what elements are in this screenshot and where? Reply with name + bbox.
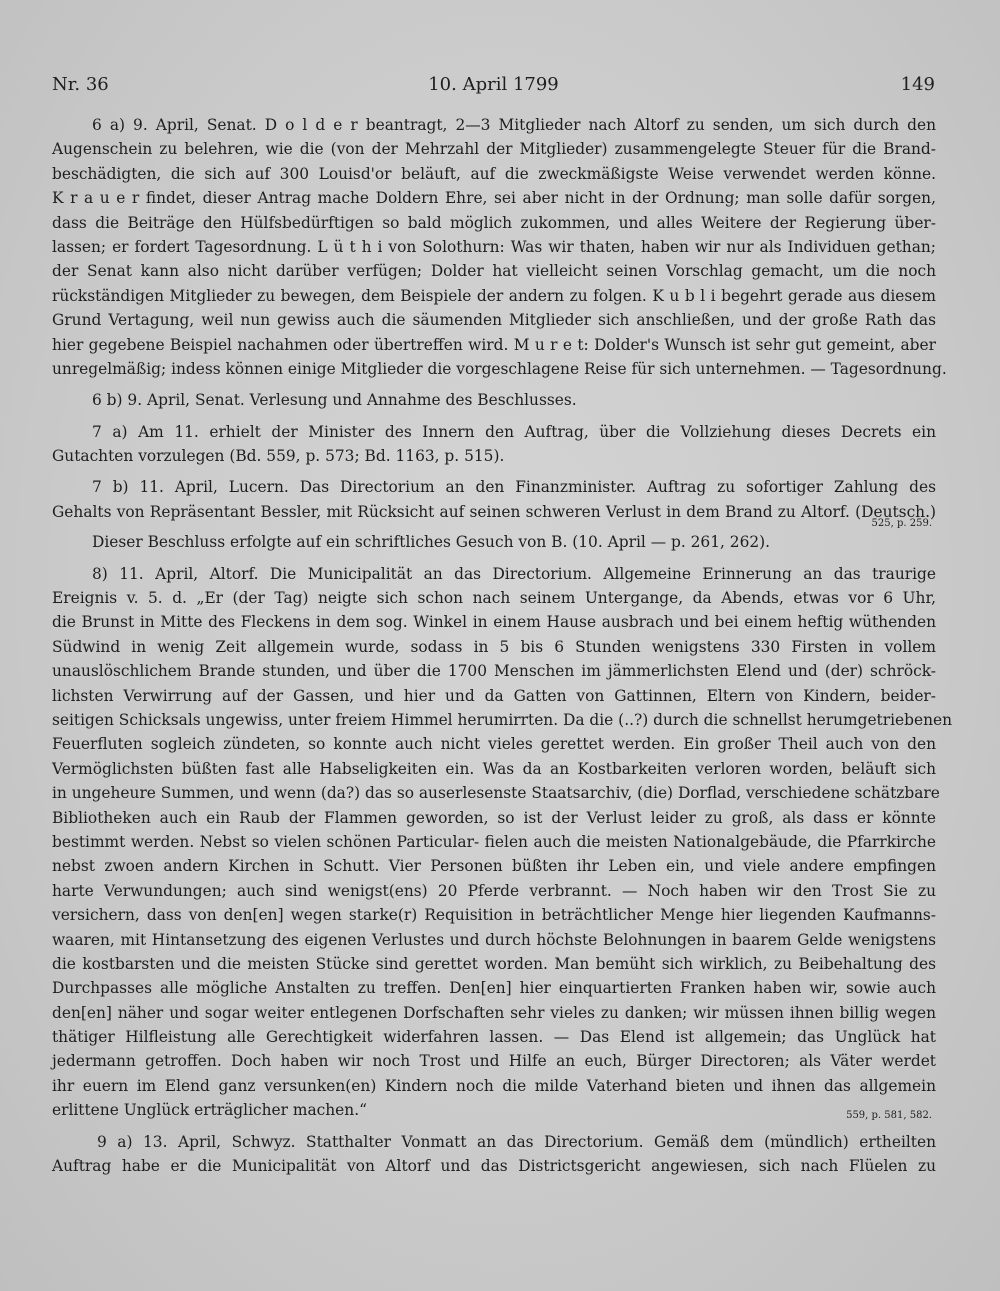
text-line: ihr euern im Elend ganz versunken(en) Kindern noch die milde Vaterhand bieten und ihnen das allgemein	[52, 1076, 936, 1095]
text-line: versichern, dass von den[en] wegen starke(r) Requisition in beträchtlicher Menge hier liegenden Kaufmanns-	[52, 906, 936, 925]
text-line-content: erlittene Unglück erträglicher machen.“	[52, 1101, 367, 1120]
page-header	[52, 74, 935, 98]
text-line: jedermann getroffen. Doch haben wir noch Trost und Hilfe an euch, Bürger Directoren; als Väter werdet	[52, 1052, 936, 1071]
text-line: Grund Vertagung, weil nun gewiss auch die säumenden Mitglieder sich anschließen, und der große Rath das	[52, 311, 936, 330]
text-line: Gehalts von Repräsentant Bessler, mit Rücksicht auf seinen schweren Verlust in dem Brand zu Altorf. (Deutsch.)	[52, 502, 936, 521]
text-line: unregelmäßig; indess können einige Mitglieder die vorgeschlagene Reise für sich unternehmen. — Tagesordnung.	[52, 359, 947, 378]
text-line: hier gegebene Beispiel nachahmen oder übertreffen wird. M u r e t: Dolder's Wunsch ist sehr gut gemeint, aber	[52, 335, 936, 354]
source-reference: 559, p. 581, 582.	[846, 1110, 932, 1122]
paragraph-gap	[52, 381, 936, 388]
text-line: harte Verwundungen; auch sind wenigst(ens) 20 Pferde verbrannt. — Noch haben wir den Trost Sie zu	[52, 881, 936, 900]
text-line: die kostbarsten und die meisten Stücke sind gerettet worden. Man bemüht sich wirklich, zu Beibehaltung des	[52, 954, 936, 973]
body-text	[52, 113, 953, 1178]
text-line: lassen; er fordert Tagesordnung. L ü t h i von Solothurn: Was wir thaten, haben wir nur als Individuen gethan;	[52, 237, 936, 256]
paragraph-gap	[52, 413, 936, 420]
text-line: der Senat kann also nicht darüber verfügen; Dolder hat vielleicht seinen Vorschlag gemacht, um die noch	[52, 262, 936, 281]
page-date: 10. April 1799	[428, 74, 559, 95]
text-line: rückständigen Mitglieder zu bewegen, dem Beispiele der andern zu folgen. K u b l i begehrt gerade aus diesem	[52, 286, 936, 305]
text-line: Vermöglichsten büßten fast alle Habseligkeiten ein. Was da an Kostbarkeiten verloren worden, beläuft sich	[52, 759, 936, 778]
text-line: in ungeheure Summen, und wenn (da?) das so auserlesenste Staatsarchiv, (die) Dorflad, verschiedene schätzbare	[52, 784, 940, 803]
text-line: thätiger Hilfleistung alle Gerechtigkeit widerfahren lassen. — Das Elend ist allgemein; das Unglück hat	[52, 1028, 936, 1047]
text-line: lichsten Verwirrung auf der Gassen, und hier und da Gatten von Gattinnen, Eltern von Kindern, beider-	[52, 686, 936, 705]
text-line: unauslöschlichem Brande stunden, und über die 1700 Menschen im jämmerlichsten Elend und (der) schröck-	[52, 662, 936, 681]
page-number: 149	[900, 74, 935, 95]
text-line: Dieser Beschluss erfolgte auf ein schriftliches Gesuch von B. (10. April — p. 261, 262).	[92, 533, 771, 552]
text-line: dass die Beiträge den Hülfsbedürftigen so bald möglich zukommen, und alles Weitere der Regierung über-	[52, 213, 936, 232]
source-reference: 525, p. 259.	[871, 518, 932, 530]
text-line: Auftrag habe er die Municipalität von Altorf und das Districtsgericht angewiesen, sich nach Flüelen zu	[52, 1157, 936, 1176]
text-line: 9 a) 13. April, Schwyz. Statthalter Vonmatt an das Directorium. Gemäß dem (mündlich) ertheilten	[97, 1132, 936, 1151]
text-line: 6 a) 9. April, Senat. D o l d e r beantragt, 2—3 Mitglieder nach Altorf zu senden, um sich durch den	[92, 116, 936, 134]
paragraph-gap	[52, 468, 936, 475]
text-line: Bibliotheken auch ein Raub der Flammen geworden, so ist der Verlust leider zu groß, als dass er könnte	[52, 808, 936, 827]
text-line: K r a u e r findet, dieser Antrag mache Doldern Ehre, sei aber nicht in der Ordnung; man solle dafür sorgen,	[52, 189, 936, 208]
text-line: 7 b) 11. April, Lucern. Das Directorium an den Finanzminister. Auftrag zu sofortiger Zahlung des	[92, 478, 936, 497]
text-line: den[en] näher und sogar weiter entlegenen Dorfschaften sehr vieles zu danken; wir müssen ihnen billig wegen	[52, 1003, 936, 1022]
text-line: 8) 11. April, Altorf. Die Municipalität an das Directorium. Allgemeine Erinnerung an das traurige	[92, 564, 936, 583]
text-line: Feuerfluten sogleich zündeten, so konnte auch nicht vieles gerettet werden. Ein großer Theil auch von den	[52, 735, 936, 754]
text-line: nebst zwoen andern Kirchen in Schutt. Vier Personen büßten ihr Leben ein, und viele andere empfingen	[52, 857, 936, 876]
issue-number: Nr. 36	[52, 74, 109, 95]
text-line: die Brunst in Mitte des Fleckens in dem sog. Winkel in einem Hause ausbrach und bei einem heftig wüthenden	[52, 613, 936, 632]
text-line: seitigen Schicksals ungewiss, unter freiem Himmel herumirrten. Da die (..?) durch die schnellst herumgetriebenen	[52, 710, 953, 729]
text-line: Gutachten vorzulegen (Bd. 559, p. 573; Bd. 1163, p. 515).	[52, 447, 505, 466]
text-line: bestimmt werden. Nebst so vielen schönen Particular- fielen auch die meisten Nationalgebäude, die Pfarrkirche	[52, 832, 936, 851]
paragraph-gap	[52, 555, 936, 562]
text-line: waaren, mit Hintansetzung des eigenen Verlustes und durch höchste Belohnungen in baarem Gelde wenigstens	[52, 930, 936, 949]
text-line: Durchpasses alle mögliche Anstalten zu treffen. Den[en] hier einquartierten Franken haben wir, sowie auch	[52, 979, 936, 998]
text-line: Südwind in wenig Zeit allgemein wurde, sodass in 5 bis 6 Stunden wenigstens 330 Firsten in vollem	[52, 637, 936, 656]
text-line	[52, 1098, 936, 1122]
text-line: Ereignis v. 5. d. „Er (der Tag) neigte sich schon nach seinem Untergange, da Abends, etwas vor 6 Uhr,	[52, 589, 936, 608]
paragraph-gap	[52, 1123, 936, 1130]
text-line: 6 b) 9. April, Senat. Verlesung und Annahme des Beschlusses.	[92, 391, 577, 410]
text-line: 7 a) Am 11. erhielt der Minister des Innern den Auftrag, über die Vollziehung dieses Decrets ein	[92, 422, 936, 441]
text-line: beschädigten, die sich auf 300 Louisd'or beläuft, auf die zweckmäßigste Weise verwendet werden könne.	[52, 164, 936, 183]
text-line: Augenschein zu belehren, wie die (von der Mehrzahl der Mitglieder) zusammengelegte Steuer für die Brand-	[52, 140, 936, 159]
